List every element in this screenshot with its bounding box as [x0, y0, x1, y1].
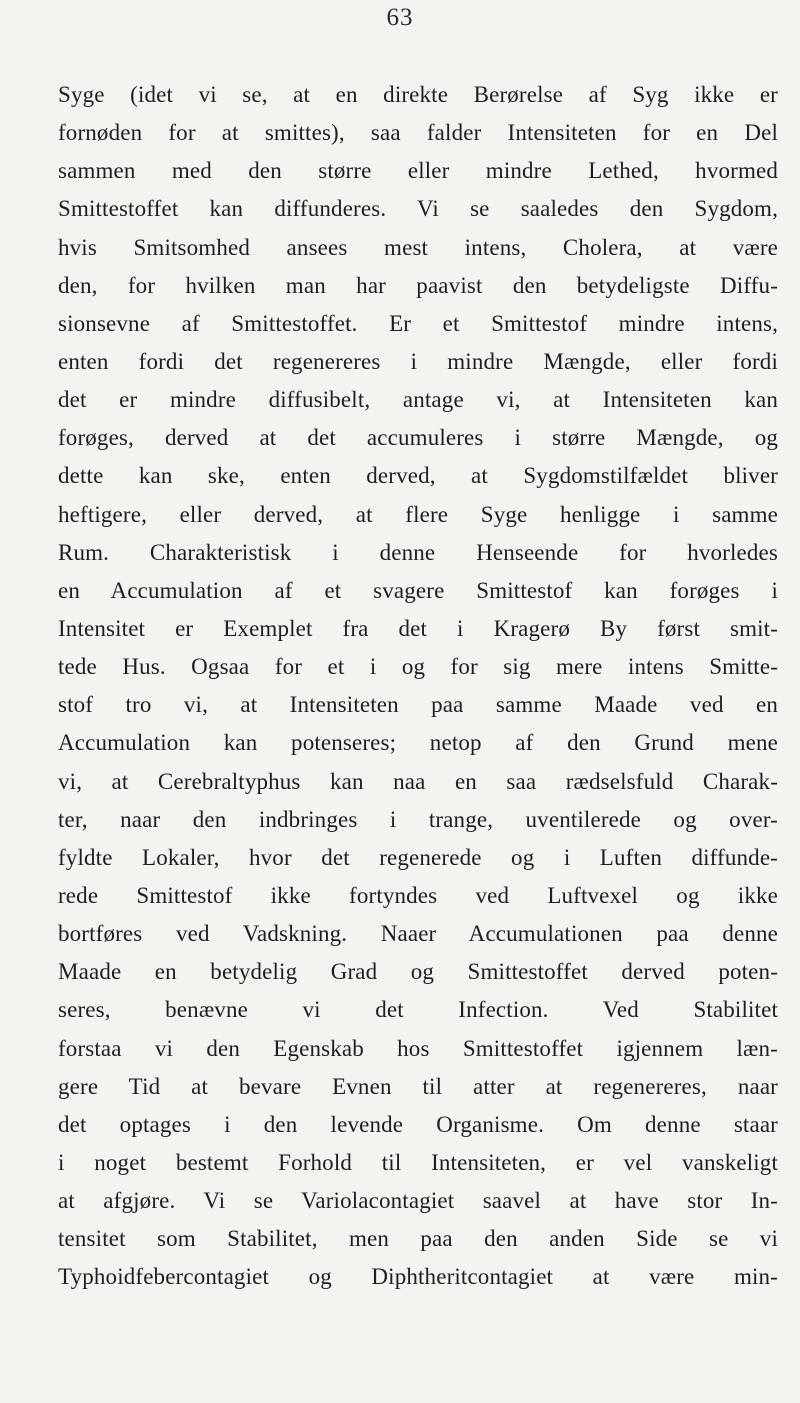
text-line: rede Smittestof ikke fortyndes ved Luftvexel og ikke — [58, 882, 778, 908]
text-line: at afgjøre. Vi se Variolacontagiet saavel at have stor In- — [58, 1188, 778, 1214]
text-line: fornøden for at smittes), saa falder Intensiteten for en Del — [58, 120, 778, 146]
text-line: tensitet som Stabilitet, men paa den anden Side se vi — [58, 1226, 778, 1252]
text-line: Typhoidfebercontagiet og Diphtheritcontagiet at være min- — [58, 1264, 778, 1290]
text-line: Rum. Charakteristisk i denne Henseende for hvorledes — [58, 539, 778, 565]
text-line: Syge (idet vi se, at en direkte Berørelse af Syg ikke er — [58, 82, 778, 107]
text-line: seres, benævne vi det Infection. Ved Stabilitet — [58, 997, 778, 1023]
text-line: bortføres ved Vadskning. Naaer Accumulationen paa denne — [58, 921, 778, 947]
text-line: Accumulation kan potenseres; netop af den Grund mene — [58, 730, 778, 756]
text-line: Intensitet er Exemplet fra det i Kragerø By først smit- — [58, 615, 778, 641]
text-line: sammen med den større eller mindre Lethed, hvormed — [58, 158, 778, 184]
body-text — [58, 76, 778, 1297]
text-line: Smittestoffet kan diffunderes. Vi se saaledes den Sygdom, — [58, 196, 778, 222]
text-line: en Accumulation af et svagere Smittestof kan forøges i — [58, 577, 778, 603]
text-line: enten fordi det regenereres i mindre Mængde, eller fordi — [58, 348, 778, 374]
text-line: forstaa vi den Egenskab hos Smittestoffet igjennem læn- — [58, 1035, 778, 1061]
text-line: Maade en betydelig Grad og Smittestoffet derved poten- — [58, 959, 778, 985]
text-line: den, for hvilken man har paavist den betydeligste Diffu- — [58, 272, 778, 298]
page-number: 63 — [386, 4, 414, 31]
text-line: det er mindre diffusibelt, antage vi, at Intensiteten kan — [58, 387, 778, 413]
text-line: hvis Smitsomhed ansees mest intens, Cholera, at være — [58, 234, 778, 260]
text-line: vi, at Cerebraltyphus kan naa en saa rædselsfuld Charak- — [58, 768, 778, 794]
text-line: i noget bestemt Forhold til Intensiteten, er vel vanskeligt — [58, 1149, 778, 1175]
text-line: stof tro vi, at Intensiteten paa samme Maade ved en — [58, 692, 778, 718]
text-line: sionsevne af Smittestoffet. Er et Smittestof mindre intens, — [58, 310, 778, 336]
text-line: heftigere, eller derved, at flere Syge henligge i samme — [58, 501, 778, 527]
text-line: ter, naar den indbringes i trange, uventilerede og over- — [58, 806, 778, 832]
text-line: forøges, derved at det accumuleres i større Mængde, og — [58, 425, 778, 451]
text-line: fyldte Lokaler, hvor det regenerede og i Luften diffunde- — [58, 844, 778, 870]
text-line: tede Hus. Ogsaa for et i og for sig mere intens Smitte- — [58, 654, 778, 680]
text-line: dette kan ske, enten derved, at Sygdomstilfældet bliver — [58, 463, 778, 489]
text-line: det optages i den levende Organisme. Om denne staar — [58, 1111, 778, 1137]
text-line: gere Tid at bevare Evnen til atter at regenereres, naar — [58, 1073, 778, 1099]
